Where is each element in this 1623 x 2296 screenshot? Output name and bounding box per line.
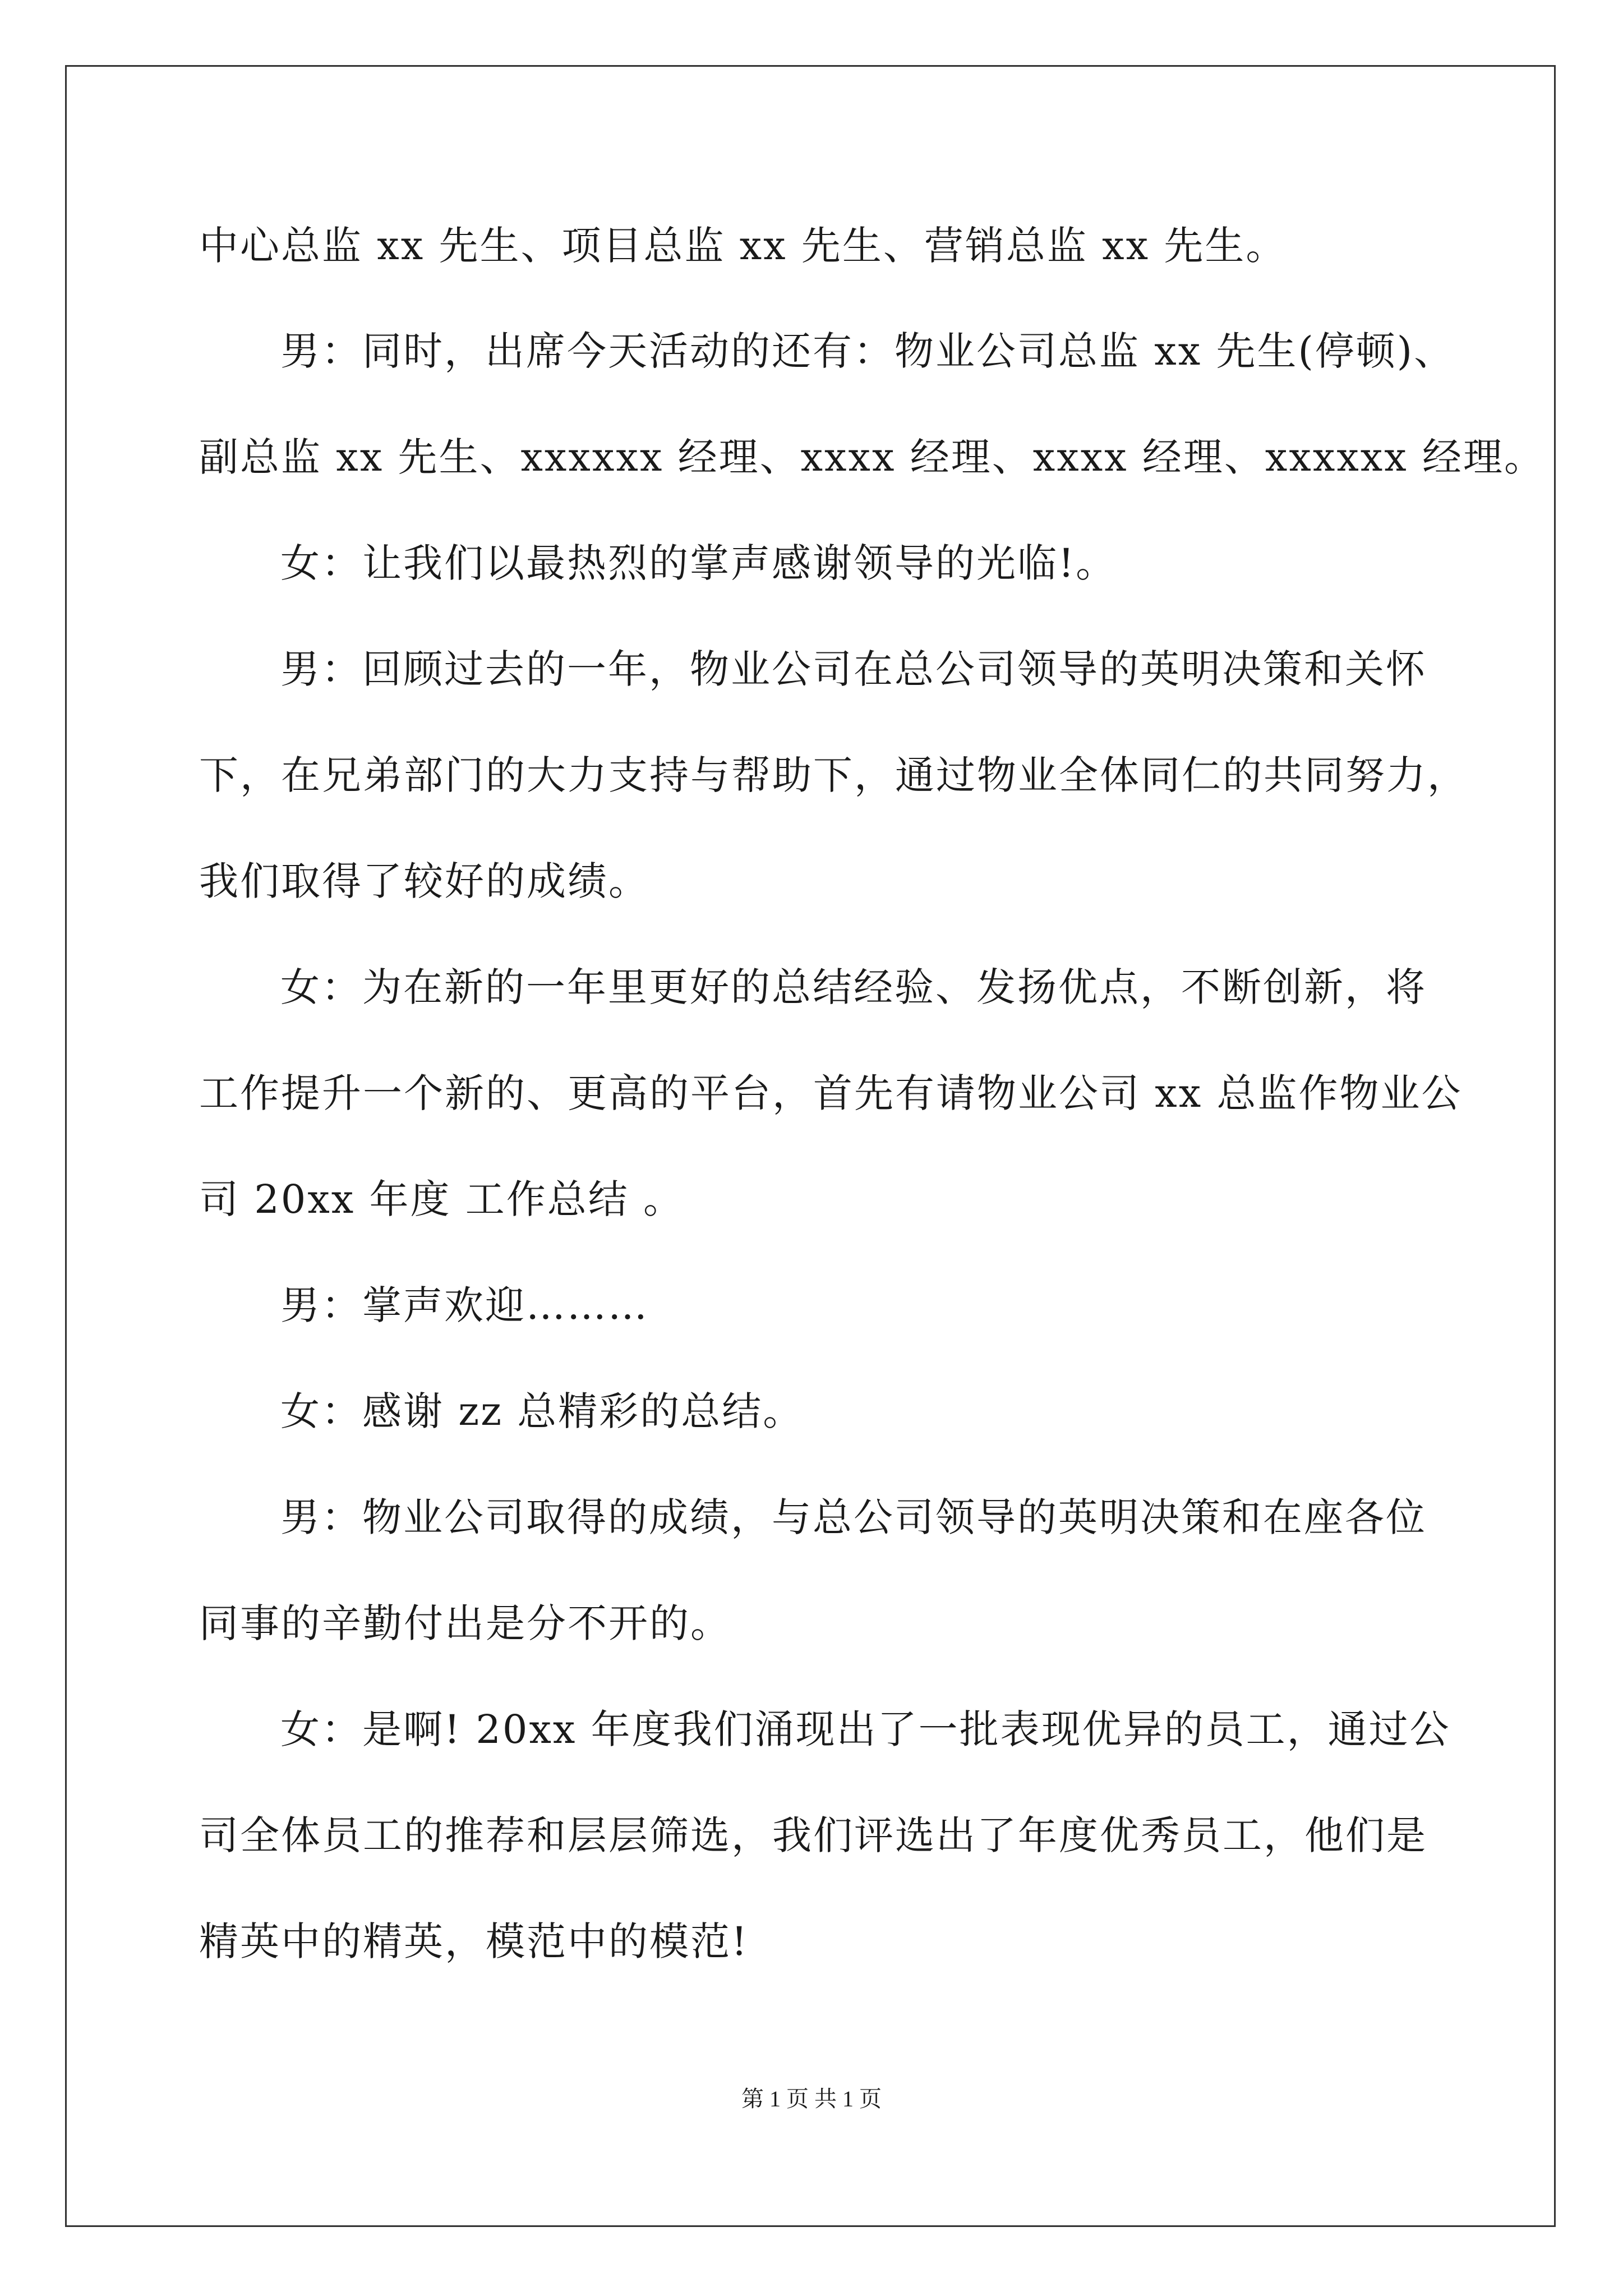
text-line: 副总监 xx 先生、xxxxxx 经理、xxxx 经理、xxxx 经理、xxxxxx 经理。 <box>199 434 1546 480</box>
text-line: 男：同时，出席今天活动的还有：物业公司总监 xx 先生(停顿)、 <box>280 328 1455 374</box>
text-line: 女：感谢 zz 总精彩的总结。 <box>280 1388 804 1434</box>
text-line: 女：是啊! 20xx 年度我们涌现出了一批表现优异的员工，通过公 <box>280 1706 1451 1752</box>
text-line: 我们取得了较好的成绩。 <box>199 858 649 904</box>
text-line: 精英中的精英，模范中的模范! <box>199 1918 749 1964</box>
text-line: 女：让我们以最热烈的掌声感谢领导的光临!。 <box>280 540 1117 586</box>
page-border <box>65 65 1556 2227</box>
text-line: 同事的辛勤付出是分不开的。 <box>199 1600 731 1646</box>
text-line: 工作提升一个新的、更高的平台，首先有请物业公司 xx 总监作物业公 <box>199 1070 1463 1116</box>
text-line: 下，在兄弟部门的大力支持与帮助下，通过物业全体同仁的共同努力， <box>199 752 1468 798</box>
text-line: 男：回顾过去的一年，物业公司在总公司领导的英明决策和关怀 <box>280 646 1427 692</box>
text-line: 男：掌声欢迎……… <box>280 1282 649 1328</box>
text-line: 中心总监 xx 先生、项目总监 xx 先生、营销总监 xx 先生。 <box>199 223 1287 269</box>
text-line: 司全体员工的推荐和层层筛选，我们评选出了年度优秀员工，他们是 <box>199 1812 1427 1858</box>
text-line: 男：物业公司取得的成绩，与总公司领导的英明决策和在座各位 <box>280 1494 1427 1540</box>
text-line: 女：为在新的一年里更好的总结经验、发扬优点，不断创新，将 <box>280 964 1427 1010</box>
page-footer: 第 1 页 共 1 页 <box>741 2086 882 2111</box>
text-line: 司 20xx 年度 工作总结 。 <box>199 1176 685 1222</box>
